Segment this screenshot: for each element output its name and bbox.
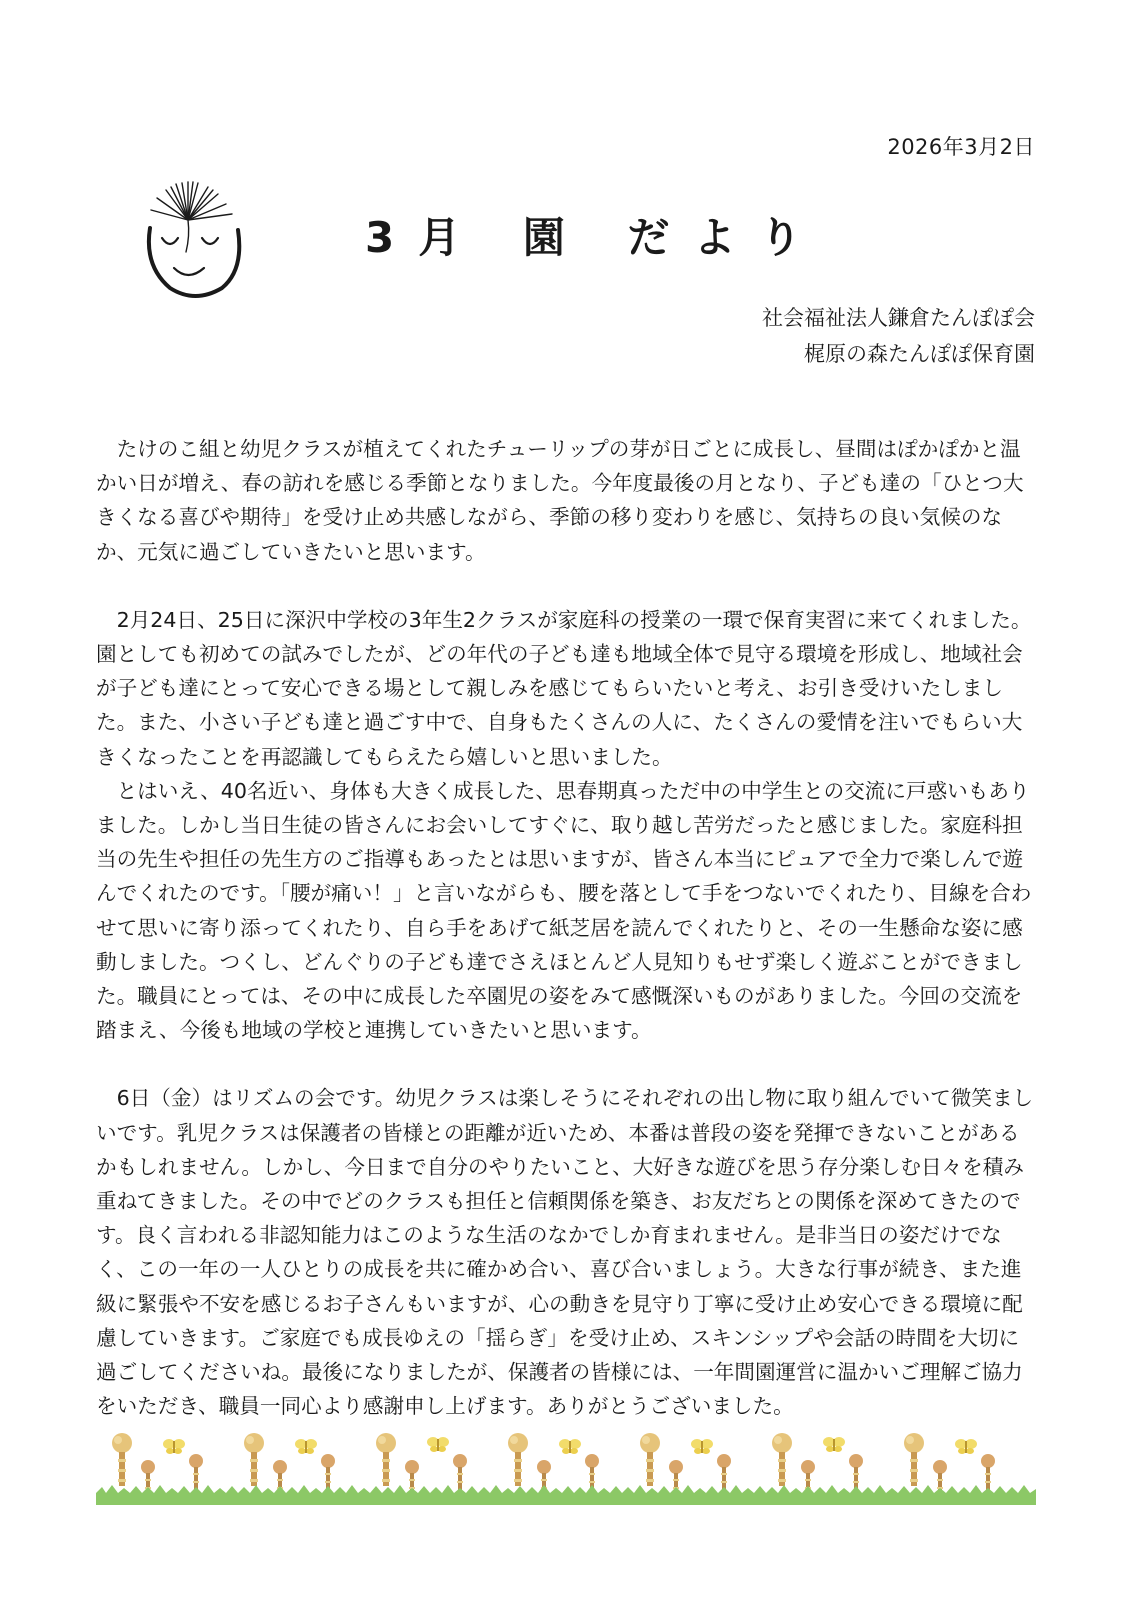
paragraph-greeting: たけのこ組と幼児クラスが植えてくれたチューリップの芽が日ごとに成長し、昼間はぽかぽかと温かい日が増え、春の訪れを感じる季節となりました。今年度最後の月となり、子ども達の「ひとつ大きくなる喜びや期待」を受け止め共感しながら、季節の移り変わりを感じ、気持ちの良い気候のなか、元気に過ごしていきたいと思います。 [96,437,1024,564]
issue-date: 2026年3月2日 [887,135,1035,159]
paragraph-rhythm-event: 6日（金）はリズムの会です。幼児クラスは楽しそうにそれぞれの出し物に取り組んでいて微笑ましいです。乳児クラスは保護者の皆様との距離が近いため、本番は普段の姿を発揮できないことがあるかもしれません。しかし、今日まで自分のやりたいこと、大好きな遊びを思う存分楽しむ日々を積み重ねてきました。その中でどのクラスも担任と信頼関係を築き、お友だちとの関係を深めてきたのです。良く言われる非認知能力はこのような生活のなかでしか育まれません。是非当日の姿だけでなく、この一年の一人ひとりの成長を共に確かめ合い、喜び合いましょう。大きな行事が続き、また進級に緊張や不安を感じるお子さんもいますが、心の動きを見守り丁寧に受け止め安心できる環境に配慮していきます。ご家庭でも成長ゆえの「揺らぎ」を受け止め、スキンシップや会話の時間を大切に過ごしてくださいね。最後になりましたが、保護者の皆様には、一年間園運営に温かいご理解ご協力をいただき、職員一同心より感謝申し上げます。ありがとうございました。 [96,1086,1034,1419]
border-group-1 [112,1433,203,1497]
grass-strip [96,1485,1036,1505]
dandelion-face-logo-icon [140,178,250,306]
nursery-name: 梶原の森たんぽぽ保育園 [804,342,1035,366]
dandelion-butterfly-border-icon [96,1425,1036,1505]
organization-block [762,300,1035,372]
paragraph-school-visit: 2月24日、25日に深沢中学校の3年生2クラスが家庭科の授業の一環で保育実習に来てくれました。園としても初めての試みでしたが、どの年代の子ども達も地域全体で見守る環境を形成し、地域社会が子ども達にとって安心できる場として親しみを感じてもらいたいと考え、お引き受けいたしました。また、小さい子ども達と過ごす中で、自身もたくさんの人に、たくさんの愛情を注いでもらい大きくなったことを再認識してもらえたら嬉しいと思いました。 [96,607,1032,769]
border-group-5 [640,1433,731,1497]
organization-name: 社会福祉法人鎌倉たんぽぽ会 [762,306,1035,330]
border-group-3 [376,1433,467,1497]
border-group-7 [904,1433,995,1497]
newsletter-title: 3月 園 だより [365,213,826,262]
newsletter-body [96,432,1036,1423]
border-group-4 [508,1433,599,1497]
paragraph-visit-reflection: とはいえ、40名近い、身体も大きく成長した、思春期真っただ中の中学生との交流に戸惑いもありました。しかし当日生徒の皆さんにお会いしてすぐに、取り越し苦労だったと感じました。家庭科担当の先生や担任の先生方のご指導もあったとは思いますが、皆さん本当にピュアで全力で楽しんで遊んでくれたのです。「腰が痛い！」と言いながらも、腰を落として手をつないでくれたり、目線を合わせて思いに寄り添ってくれたり、自ら手をあげて紙芝居を読んでくれたりと、その一生懸命な姿に感動しました。つくし、どんぐりの子ども達でさえほとんど人見知りもせず楽しく遊ぶことができました。職員にとっては、その中に成長した卒園児の姿をみて感慨深いものがありました。今回の交流を踏まえ、今後も地域の学校と連携していきたいと思います。 [96,778,1032,1043]
